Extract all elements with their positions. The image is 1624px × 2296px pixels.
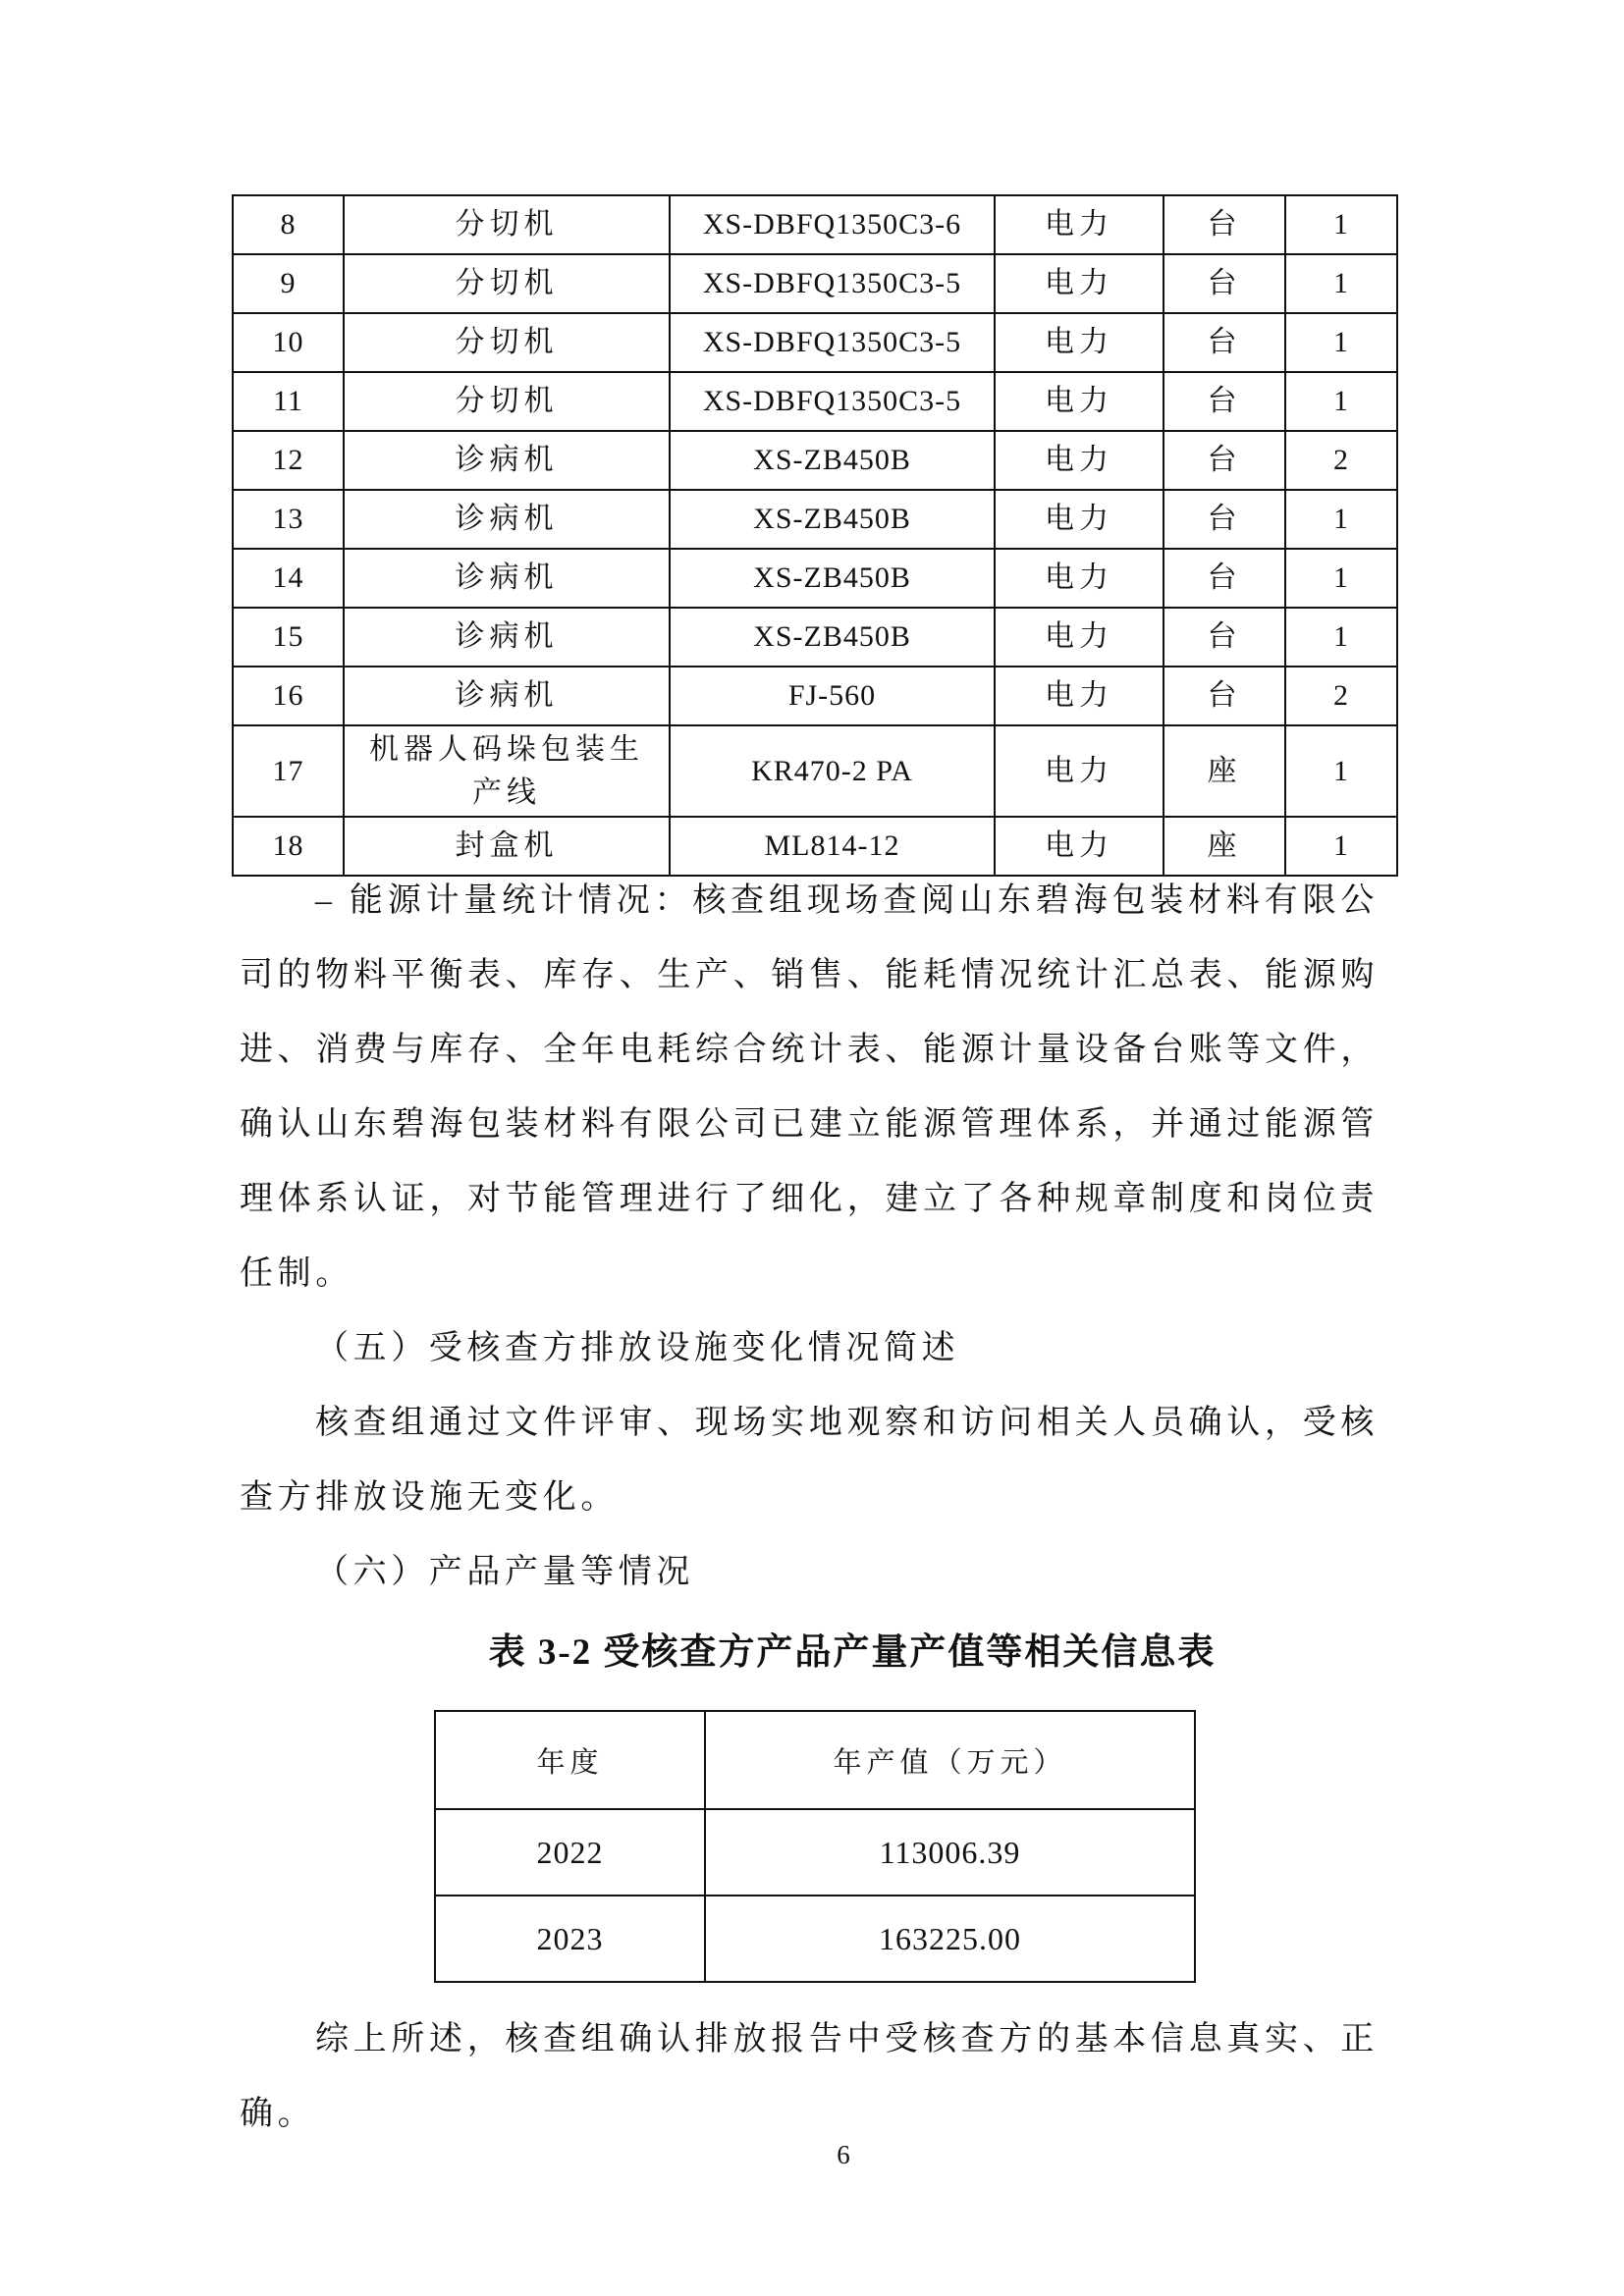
table-cell: XS-ZB450B — [670, 431, 995, 490]
table-3-2-title: 表 3-2 受核查方产品产量产值等相关信息表 — [488, 1632, 1217, 1673]
table-cell: 113006.39 — [705, 1809, 1195, 1896]
table-cell: 电力 — [995, 817, 1164, 876]
table-row — [233, 725, 1397, 817]
table-cell: 电力 — [995, 431, 1164, 490]
table-cell: 台 — [1164, 313, 1285, 372]
table-cell: 分切机 — [344, 254, 670, 313]
equipment-table — [232, 194, 1398, 877]
table-cell: 17 — [233, 725, 344, 817]
table-cell: 2 — [1285, 431, 1397, 490]
table-cell: 10 — [233, 313, 344, 372]
table-cell: 1 — [1285, 725, 1397, 817]
table-cell: 台 — [1164, 372, 1285, 431]
table-cell: 电力 — [995, 549, 1164, 608]
table-cell: 1 — [1285, 549, 1397, 608]
product-table-body — [435, 1809, 1195, 1982]
table-cell: 14 — [233, 549, 344, 608]
table-cell: 诊病机 — [344, 549, 670, 608]
table-row — [233, 372, 1397, 431]
table-cell: 1 — [1285, 608, 1397, 667]
table-cell: 电力 — [995, 725, 1164, 817]
table-row — [233, 313, 1397, 372]
paragraph-facility-change: 核查组通过文件评审、现场实地观察和访问相关人员确认，受核查方排放设施无变化。 — [240, 1405, 1379, 1516]
table-cell: 台 — [1164, 667, 1285, 725]
table-cell: XS-ZB450B — [670, 608, 995, 667]
table-cell: 台 — [1164, 195, 1285, 254]
table-cell: 13 — [233, 490, 344, 549]
table-cell: 诊病机 — [344, 431, 670, 490]
table-cell: 台 — [1164, 608, 1285, 667]
table-cell: 分切机 — [344, 313, 670, 372]
table-cell: 15 — [233, 608, 344, 667]
table-cell: 18 — [233, 817, 344, 876]
table-cell: 1 — [1285, 195, 1397, 254]
table-cell: KR470-2 PA — [670, 725, 995, 817]
table-cell: XS-DBFQ1350C3-5 — [670, 313, 995, 372]
table-cell: XS-ZB450B — [670, 490, 995, 549]
table-cell: 分切机 — [344, 195, 670, 254]
table-cell: FJ-560 — [670, 667, 995, 725]
table-cell: 11 — [233, 372, 344, 431]
table-cell: 2023 — [435, 1896, 705, 1982]
equipment-table-body — [233, 195, 1397, 876]
table-row — [233, 254, 1397, 313]
table-cell: 座 — [1164, 817, 1285, 876]
table-row — [233, 667, 1397, 725]
table-cell: 12 — [233, 431, 344, 490]
table-cell: ML814-12 — [670, 817, 995, 876]
paragraph-energy-metering: – 能源计量统计情况：核查组现场查阅山东碧海包装材料有限公司的物料平衡表、库存、生产、销售、能耗情况统计汇总表、能源购进、消费与库存、全年电耗综合统计表、能源计量设备台账等文件，确认山东碧海包装材料有限公司已建立能源管理体系，并通过能源管理体系认证，对节能管理进行了细化，建立了各种规章制度和岗位责任制。 — [240, 882, 1379, 1292]
heading-section-5: （五）受核查方排放设施变化情况简述 — [315, 1330, 960, 1366]
table-cell: 1 — [1285, 817, 1397, 876]
table-row — [435, 1809, 1195, 1896]
page-number: 6 — [837, 2140, 850, 2169]
body-text-block — [240, 864, 1379, 1610]
table-cell: 台 — [1164, 431, 1285, 490]
table-cell: 台 — [1164, 490, 1285, 549]
table-row — [233, 195, 1397, 254]
table-cell: 机器人码垛包装生产线 — [344, 725, 670, 817]
column-header-annual-output-value: 年产值（万元） — [705, 1711, 1195, 1809]
table-cell: 电力 — [995, 667, 1164, 725]
table-cell: 电力 — [995, 313, 1164, 372]
table-cell: 诊病机 — [344, 608, 670, 667]
table-cell: 电力 — [995, 490, 1164, 549]
table-cell: 分切机 — [344, 372, 670, 431]
paragraph-conclusion: 综上所述，核查组确认排放报告中受核查方的基本信息真实、正确。 — [240, 2021, 1379, 2132]
table-cell: 封盒机 — [344, 817, 670, 876]
table-cell: 16 — [233, 667, 344, 725]
table-cell: 台 — [1164, 254, 1285, 313]
table-cell: 座 — [1164, 725, 1285, 817]
table-row — [233, 431, 1397, 490]
table-cell: 2 — [1285, 667, 1397, 725]
table-cell: XS-ZB450B — [670, 549, 995, 608]
table-cell: 2022 — [435, 1809, 705, 1896]
table-cell: XS-DBFQ1350C3-6 — [670, 195, 995, 254]
table-cell: 8 — [233, 195, 344, 254]
table-cell: 诊病机 — [344, 490, 670, 549]
table-cell: 台 — [1164, 549, 1285, 608]
table-cell: 电力 — [995, 608, 1164, 667]
table-cell: 1 — [1285, 313, 1397, 372]
table-cell: 电力 — [995, 372, 1164, 431]
table-cell: 1 — [1285, 254, 1397, 313]
table-cell: 9 — [233, 254, 344, 313]
table-cell: XS-DBFQ1350C3-5 — [670, 254, 995, 313]
table-row — [435, 1896, 1195, 1982]
table-cell: 163225.00 — [705, 1896, 1195, 1982]
product-table — [434, 1710, 1196, 1983]
table-cell: XS-DBFQ1350C3-5 — [670, 372, 995, 431]
heading-section-6: （六）产品产量等情况 — [315, 1554, 694, 1590]
table-cell: 电力 — [995, 195, 1164, 254]
table-row — [233, 549, 1397, 608]
product-table-header-row — [435, 1711, 1195, 1809]
column-header-year: 年度 — [435, 1711, 705, 1809]
table-cell: 电力 — [995, 254, 1164, 313]
table-cell: 1 — [1285, 490, 1397, 549]
table-row — [233, 608, 1397, 667]
table-cell: 诊病机 — [344, 667, 670, 725]
table-row — [233, 490, 1397, 549]
table-cell: 1 — [1285, 372, 1397, 431]
